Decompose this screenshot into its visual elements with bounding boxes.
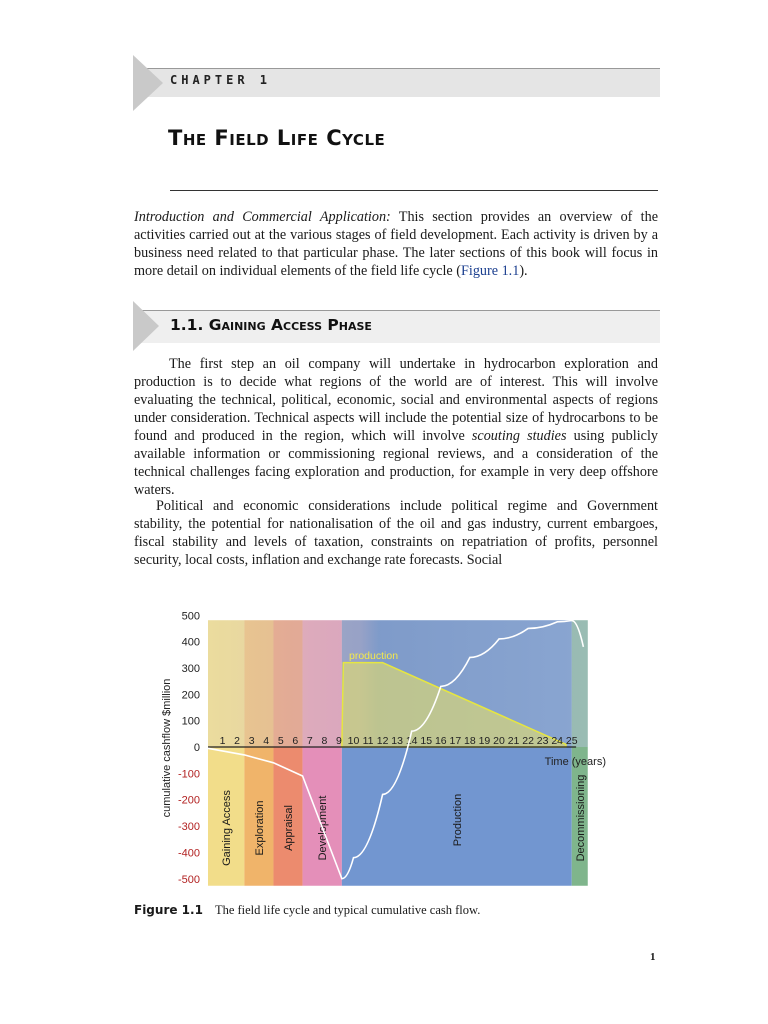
y-tick-label: 100 [181, 715, 200, 728]
figure-caption [134, 903, 480, 918]
chapter-label: CHAPTER 1 [170, 73, 272, 87]
p1-italic: scouting studies [471, 428, 567, 444]
y-tick-label: -500 [177, 873, 200, 886]
x-tick-label: 7 [306, 735, 313, 747]
phase-label: Appraisal [283, 805, 296, 851]
x-tick-label: 2 [234, 735, 241, 747]
y-axis-ticks [178, 610, 200, 886]
x-tick-label: 9 [336, 735, 342, 747]
x-tick-label: 5 [277, 735, 284, 747]
y-tick-label: 0 [193, 742, 200, 754]
x-tick-label: 23 [536, 735, 549, 747]
page-number: 1 [650, 951, 656, 963]
y-tick-label: 300 [181, 662, 200, 675]
x-tick-label: 13 [391, 735, 403, 747]
x-tick-label: 8 [321, 735, 328, 747]
figure-caption-label: Figure 1.1 [134, 903, 203, 917]
intro-text: This section provides an overview of the activities carried out at the various stages of field development. Each activity is driven by a business need related to that particular phase. The later sections of this book will focus in more detail on individual elements of the field life cycle ( [134, 209, 659, 279]
x-tick-label: 24 [551, 735, 564, 747]
figure-link[interactable]: Figure 1.1 [461, 263, 520, 279]
y-tick-label: 500 [181, 610, 200, 623]
x-tick-label: 19 [478, 735, 491, 747]
intro-paragraph [134, 208, 658, 280]
y-tick-label: -300 [177, 821, 200, 834]
x-tick-label: 25 [565, 735, 578, 747]
x-tick-label: 14 [405, 735, 418, 747]
x-tick-label: 1 [219, 735, 226, 747]
x-tick-label: 17 [449, 735, 462, 747]
section-title: 1.1. Gaining Access Phase [170, 316, 372, 334]
p1-text-b: using publicly available information or commissioning regional reviews, and a consideration of the technical challenges facing exploration and production, for example in very deep offshore waters. [134, 428, 658, 498]
phase-label: Decommissioning [574, 774, 587, 862]
x-tick-label: 6 [292, 735, 299, 747]
title-rule [170, 190, 658, 191]
intro-tail: ). [519, 263, 528, 279]
body-paragraph-2: Political and economic considerations include political regime and Government stability, the potential for nationalisation of the oil and gas industry, current embargoes, fiscal stability and levels of taxation, constraints on repatriation of profits, personnel security, local costs, inflation and exchange rate forecasts. Social [134, 498, 658, 568]
phase-label: Development [317, 795, 330, 861]
x-tick-label: 12 [376, 735, 389, 747]
p1-text-a: The first step an oil company will undertake in hydrocarbon exploration and production is to decide what regions of the world are of interest. This will involve evaluating the technical, political, economic, social and environmental aspects of regions under consideration. Technical aspects will include the potential size of hydrocarbons to be found and produced in the region, which will involve [134, 356, 658, 444]
x-tick-label: 21 [507, 735, 520, 747]
phase-label: Gaining Access [221, 790, 234, 866]
x-tick-label: 4 [263, 735, 270, 747]
x-tick-label: 22 [522, 735, 534, 747]
y-tick-label: 200 [181, 689, 200, 702]
x-tick-label: 18 [464, 735, 476, 747]
x-tick-label: 20 [493, 735, 505, 747]
chapter-title: The Field Life Cycle [168, 126, 386, 150]
figure-caption-text: The field life cycle and typical cumulative cash flow. [214, 903, 481, 917]
phase-label: Exploration [253, 800, 266, 856]
x-tick-label: 16 [434, 735, 447, 747]
field-life-cycle-chart [150, 600, 640, 895]
body-paragraph-1 [134, 355, 658, 499]
y-tick-label: -400 [177, 847, 200, 860]
y-tick-label: -100 [177, 768, 200, 781]
x-tick-label: 11 [362, 735, 374, 747]
production-annotation: production [349, 650, 399, 662]
y-tick-label: 400 [181, 636, 200, 649]
x-tick-label: 10 [347, 735, 360, 747]
x-tick-label: 3 [248, 735, 255, 747]
x-axis-label: Time (years) [544, 756, 606, 768]
x-tick-label: 15 [420, 735, 433, 747]
y-tick-label: -200 [177, 794, 200, 807]
chapter-arrow-icon [133, 55, 163, 111]
section-arrow-icon [133, 301, 159, 351]
y-axis-label: cumulative cashflow $million [161, 678, 173, 818]
phase-label: Production [451, 793, 464, 847]
intro-lead: Introduction and Commercial Application: [134, 209, 391, 225]
